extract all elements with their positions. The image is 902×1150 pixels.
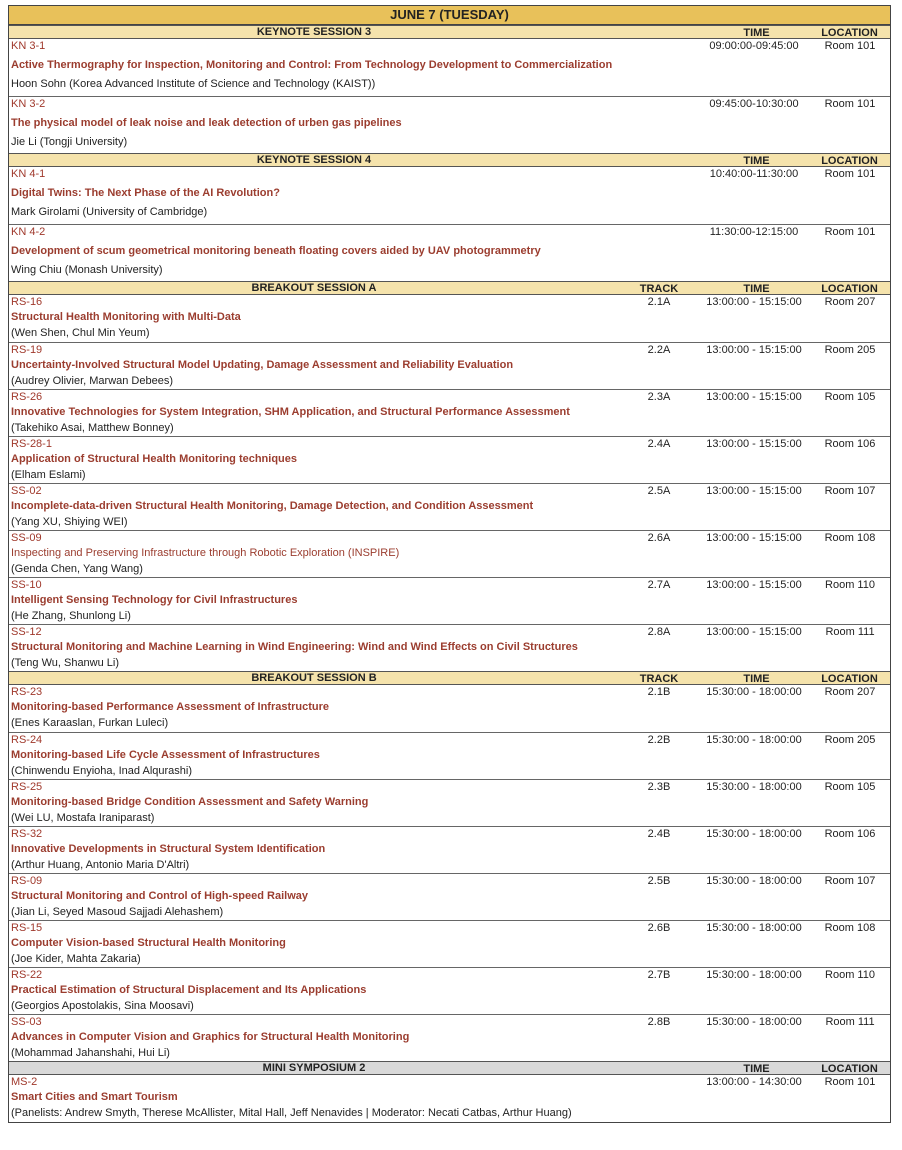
session-title: Uncertainty-Involved Structural Model Updating, Damage Assessment and Reliability Evaluation [11, 359, 514, 371]
session-track: 2.2A [647, 344, 671, 356]
section-title: MINI SYMPOSIUM 2 [262, 1062, 366, 1074]
section-header [9, 281, 890, 295]
session-people: (Chinwendu Enyioha, Inad Alqurashi) [11, 765, 193, 777]
session-title: Application of Structural Health Monitoring techniques [11, 453, 298, 465]
session-time: 13:00:00 - 15:15:00 [706, 485, 802, 497]
session-track: 2.6B [647, 922, 671, 934]
session-title: Monitoring-based Performance Assessment of Infrastructure [11, 701, 330, 713]
location-column-header: LOCATION [821, 1063, 878, 1075]
session-title: Structural Health Monitoring with Multi-Data [11, 311, 241, 323]
session-time: 13:00:00 - 15:15:00 [706, 532, 802, 544]
session-entry [9, 1014, 890, 1061]
session-entry [9, 389, 890, 436]
session-location: Room 207 [824, 686, 876, 698]
session-time: 13:00:00 - 15:15:00 [706, 391, 802, 403]
time-column-header: TIME [743, 283, 770, 295]
session-title: Advances in Computer Vision and Graphics for Structural Health Monitoring [11, 1031, 410, 1043]
session-title: Incomplete-data-driven Structural Health Monitoring, Damage Detection, and Condition Assessment [11, 500, 534, 512]
session-time: 15:30:00 - 18:00:00 [706, 969, 802, 981]
session-location: Room 105 [824, 781, 876, 793]
location-column-header: LOCATION [821, 27, 878, 39]
session-code: KN 4-2 [11, 226, 46, 238]
location-column-header: LOCATION [821, 673, 878, 685]
session-time: 13:00:00 - 15:15:00 [706, 438, 802, 450]
session-track: 2.6A [647, 532, 671, 544]
session-entry [9, 530, 890, 577]
session-title: The physical model of leak noise and leak detection of urben gas pipelines [11, 117, 402, 129]
session-people: (Enes Karaaslan, Furkan Luleci) [11, 717, 169, 729]
section-header [9, 25, 890, 39]
session-people: (Panelists: Andrew Smyth, Therese McAllister, Mital Hall, Jeff Nenavides | Moderator: Necati Catbas, Arthur Huang) [11, 1107, 572, 1119]
session-code: SS-09 [11, 532, 42, 544]
section-header [9, 1061, 890, 1075]
session-location: Room 101 [824, 226, 876, 238]
time-column-header: TIME [743, 673, 770, 685]
session-time: 15:30:00 - 18:00:00 [706, 922, 802, 934]
session-location: Room 107 [824, 875, 876, 887]
session-people: (Yang XU, Shiying WEI) [11, 516, 128, 528]
session-time: 13:00:00 - 14:30:00 [706, 1076, 802, 1088]
session-people: (Mohammad Jahanshahi, Hui Li) [11, 1047, 170, 1059]
session-entry [9, 342, 890, 389]
session-title: Intelligent Sensing Technology for Civil Infrastructures [11, 594, 298, 606]
session-entry [9, 1075, 890, 1122]
session-time: 15:30:00 - 18:00:00 [706, 875, 802, 887]
session-entry [9, 624, 890, 671]
session-location: Room 111 [825, 626, 875, 638]
session-people: (Teng Wu, Shanwu Li) [11, 657, 120, 669]
section-title: BREAKOUT SESSION A [251, 282, 377, 294]
session-people: (Elham Eslami) [11, 469, 86, 481]
session-time: 09:45:00-10:30:00 [709, 98, 799, 110]
sections-container [9, 25, 890, 1122]
session-code: RS-32 [11, 828, 43, 840]
section-header [9, 671, 890, 685]
session-location: Room 111 [825, 1016, 875, 1028]
session-time: 15:30:00 - 18:00:00 [706, 1016, 802, 1028]
session-time: 13:00:00 - 15:15:00 [706, 579, 802, 591]
session-title: Innovative Technologies for System Integration, SHM Application, and Structural Performance Assessment [11, 406, 570, 418]
session-code: RS-26 [11, 391, 43, 403]
time-column-header: TIME [743, 1063, 770, 1075]
session-location: Room 108 [824, 922, 876, 934]
session-title: Development of scum geometrical monitoring beneath floating covers aided by UAV photogrammetry [11, 245, 541, 257]
session-location: Room 108 [824, 532, 876, 544]
session-time: 15:30:00 - 18:00:00 [706, 781, 802, 793]
location-column-header: LOCATION [821, 155, 878, 167]
session-title: Digital Twins: The Next Phase of the AI Revolution? [11, 187, 280, 199]
session-time: 15:30:00 - 18:00:00 [706, 686, 802, 698]
session-location: Room 101 [824, 168, 876, 180]
session-track: 2.2B [647, 734, 671, 746]
session-code: SS-02 [11, 485, 42, 497]
day-header: JUNE 7 (TUESDAY) [9, 5, 890, 25]
session-code: RS-25 [11, 781, 43, 793]
session-entry [9, 967, 890, 1014]
session-track: 2.5A [647, 485, 671, 497]
section-title: KEYNOTE SESSION 4 [256, 154, 372, 166]
schedule-table [8, 5, 891, 1123]
session-track: 2.8A [647, 626, 671, 638]
session-track: 2.4A [647, 438, 671, 450]
session-time: 09:00:00-09:45:00 [709, 40, 799, 52]
session-title: Practical Estimation of Structural Displacement and Its Applications [11, 984, 367, 996]
session-track: 2.3B [647, 781, 671, 793]
session-title: Active Thermography for Inspection, Monitoring and Control: From Technology Development to Commercialization [11, 59, 613, 71]
session-time: 15:30:00 - 18:00:00 [706, 828, 802, 840]
session-people: (Wei LU, Mostafa Iraniparast) [11, 812, 155, 824]
session-code: SS-10 [11, 579, 42, 591]
session-entry [9, 96, 890, 153]
session-location: Room 101 [824, 98, 876, 110]
session-code: RS-22 [11, 969, 43, 981]
session-code: RS-15 [11, 922, 43, 934]
session-track: 2.4B [647, 828, 671, 840]
session-title: Inspecting and Preserving Infrastructure through Robotic Exploration (INSPIRE) [11, 547, 400, 559]
session-people: (Arthur Huang, Antonio Maria D'Altri) [11, 859, 190, 871]
session-code: RS-16 [11, 296, 43, 308]
session-entry [9, 295, 890, 342]
session-location: Room 205 [824, 734, 876, 746]
session-track: 2.5B [647, 875, 671, 887]
session-title: Innovative Developments in Structural System Identification [11, 843, 326, 855]
track-column-header: TRACK [639, 673, 679, 685]
session-location: Room 110 [825, 969, 875, 981]
session-time: 13:00:00 - 15:15:00 [706, 626, 802, 638]
time-column-header: TIME [743, 155, 770, 167]
session-people: (Wen Shen, Chul Min Yeum) [11, 327, 150, 339]
session-people: (Audrey Olivier, Marwan Debees) [11, 375, 174, 387]
session-location: Room 107 [824, 485, 876, 497]
session-entry [9, 224, 890, 281]
session-code: RS-28-1 [11, 438, 52, 450]
session-track: 2.7A [647, 579, 671, 591]
session-location: Room 106 [824, 828, 876, 840]
session-track: 2.7B [647, 969, 671, 981]
track-column-header: TRACK [639, 283, 679, 295]
session-people: (Genda Chen, Yang Wang) [11, 563, 143, 575]
session-entry [9, 436, 890, 483]
session-time: 10:40:00-11:30:00 [709, 168, 799, 180]
session-location: Room 110 [825, 579, 875, 591]
time-column-header: TIME [743, 27, 770, 39]
session-entry [9, 685, 890, 732]
session-entry [9, 577, 890, 624]
session-entry [9, 920, 890, 967]
section-title: BREAKOUT SESSION B [251, 672, 377, 684]
session-location: Room 105 [824, 391, 876, 403]
session-code: MS-2 [11, 1076, 38, 1088]
session-time: 13:00:00 - 15:15:00 [706, 296, 802, 308]
session-code: RS-19 [11, 344, 43, 356]
session-location: Room 207 [824, 296, 876, 308]
session-time: 13:00:00 - 15:15:00 [706, 344, 802, 356]
session-people: (Takehiko Asai, Matthew Bonney) [11, 422, 174, 434]
session-people: Mark Girolami (University of Cambridge) [11, 206, 208, 218]
section-header [9, 153, 890, 167]
session-title: Smart Cities and Smart Tourism [11, 1091, 178, 1103]
session-people: (Jian Li, Seyed Masoud Sajjadi Alehashem) [11, 906, 224, 918]
session-entry [9, 732, 890, 779]
session-code: RS-24 [11, 734, 43, 746]
session-code: RS-23 [11, 686, 43, 698]
location-column-header: LOCATION [821, 283, 878, 295]
session-title: Monitoring-based Life Cycle Assessment of Infrastructures [11, 749, 320, 761]
session-entry [9, 826, 890, 873]
session-code: RS-09 [11, 875, 43, 887]
section-title: KEYNOTE SESSION 3 [256, 26, 372, 38]
session-people: (Georgios Apostolakis, Sina Moosavi) [11, 1000, 194, 1012]
session-code: KN 3-2 [11, 98, 46, 110]
session-entry [9, 779, 890, 826]
session-location: Room 205 [824, 344, 876, 356]
session-entry [9, 39, 890, 96]
session-entry [9, 873, 890, 920]
session-code: SS-12 [11, 626, 42, 638]
session-people: (He Zhang, Shunlong Li) [11, 610, 131, 622]
session-title: Structural Monitoring and Control of High-speed Railway [11, 890, 309, 902]
session-time: 11:30:00-12:15:00 [709, 226, 799, 238]
session-people: Jie Li (Tongji University) [11, 136, 128, 148]
session-people: (Joe Kider, Mahta Zakaria) [11, 953, 141, 965]
session-entry [9, 483, 890, 530]
session-location: Room 106 [824, 438, 876, 450]
session-people: Wing Chiu (Monash University) [11, 264, 163, 276]
session-code: SS-03 [11, 1016, 42, 1028]
session-time: 15:30:00 - 18:00:00 [706, 734, 802, 746]
session-entry [9, 167, 890, 224]
session-title: Computer Vision-based Structural Health Monitoring [11, 937, 286, 949]
session-code: KN 3-1 [11, 40, 46, 52]
session-track: 2.3A [647, 391, 671, 403]
session-track: 2.1B [647, 686, 671, 698]
session-people: Hoon Sohn (Korea Advanced Institute of Science and Technology (KAIST)) [11, 78, 376, 90]
session-track: 2.8B [647, 1016, 671, 1028]
session-track: 2.1A [647, 296, 671, 308]
session-title: Monitoring-based Bridge Condition Assessment and Safety Warning [11, 796, 369, 808]
session-code: KN 4-1 [11, 168, 46, 180]
session-location: Room 101 [824, 40, 876, 52]
session-title: Structural Monitoring and Machine Learning in Wind Engineering: Wind and Wind Effects on Civil Structures [11, 641, 578, 653]
session-location: Room 101 [824, 1076, 876, 1088]
